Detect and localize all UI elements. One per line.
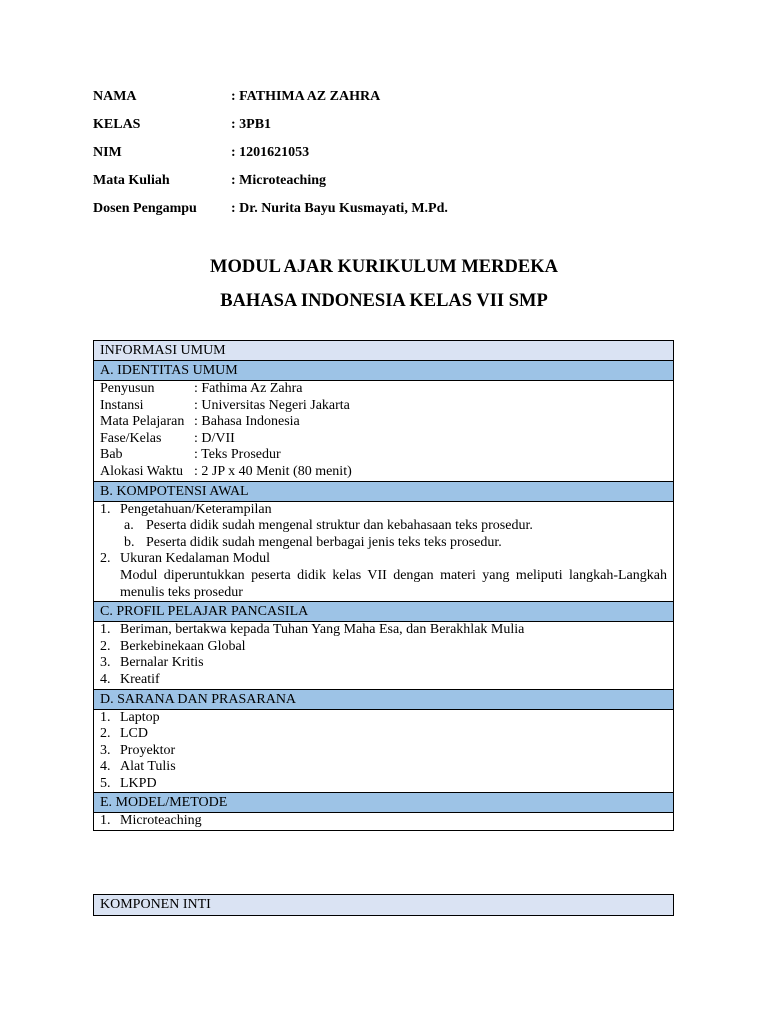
identity-label: KELAS xyxy=(93,117,141,132)
list-text: Pengetahuan/Keterampilan xyxy=(120,501,272,517)
identitas-key: Instansi xyxy=(100,397,144,413)
list-number: 1. xyxy=(100,813,111,829)
list-text: Berkebinekaan Global xyxy=(120,638,246,654)
sub-list-text: Peserta didik sudah mengenal berbagai jenis teks teks prosedur. xyxy=(146,534,502,550)
identitas-umum-section xyxy=(94,381,673,482)
sarana-prasarana-header: D. SARANA DAN PRASARANA xyxy=(94,690,673,710)
identitas-key: Fase/Kelas xyxy=(100,430,162,446)
list-number: 5. xyxy=(100,775,111,791)
sarana-prasarana-section xyxy=(94,710,673,794)
identitas-key: Mata Pelajaran xyxy=(100,414,185,430)
identitas-key: Alokasi Waktu xyxy=(100,463,183,479)
list-item xyxy=(100,622,667,639)
identitas-key: Bab xyxy=(100,447,123,463)
identity-label: Mata Kuliah xyxy=(93,173,170,188)
list-item xyxy=(100,639,667,656)
komponen-inti-header: KOMPONEN INTI xyxy=(94,895,673,915)
list-item xyxy=(100,655,667,672)
model-metode-section xyxy=(94,813,673,830)
document-subtitle: BAHASA INDONESIA KELAS VII SMP xyxy=(220,291,548,311)
list-number: 1. xyxy=(100,709,111,725)
identitas-row xyxy=(100,447,667,464)
identitas-value: : Fathima Az Zahra xyxy=(194,381,303,396)
sub-list-item xyxy=(100,535,667,552)
list-number: 3. xyxy=(100,655,111,671)
list-item xyxy=(100,813,667,830)
profil-pelajar-section xyxy=(94,622,673,689)
list-item xyxy=(100,743,667,760)
list-number: 2. xyxy=(100,726,111,742)
identity-value: : Microteaching xyxy=(231,173,326,188)
identitas-row xyxy=(100,464,667,481)
list-number: 2. xyxy=(100,638,111,654)
list-number: 1. xyxy=(100,501,111,517)
model-metode-header: E. MODEL/METODE xyxy=(94,793,673,813)
list-item xyxy=(100,776,667,793)
list-number: 2. xyxy=(100,551,111,567)
identitas-value: : D/VII xyxy=(194,430,235,446)
list-text: Bernalar Kritis xyxy=(120,655,204,671)
list-text: Beriman, bertakwa kepada Tuhan Yang Maha Esa, dan Berakhlak Mulia xyxy=(120,622,525,638)
identitas-row xyxy=(100,381,667,398)
informasi-umum-header: INFORMASI UMUM xyxy=(94,341,673,361)
kompetensi-awal-section xyxy=(94,502,673,603)
list-item xyxy=(100,551,667,568)
list-text: Alat Tulis xyxy=(120,759,176,775)
identity-value: : FATHIMA AZ ZAHRA xyxy=(231,89,381,104)
identity-label: NIM xyxy=(93,145,122,160)
komponen-inti-table xyxy=(93,894,674,916)
identity-label: Dosen Pengampu xyxy=(93,201,197,216)
list-item xyxy=(100,502,667,519)
document-title: MODUL AJAR KURIKULUM MERDEKA xyxy=(210,257,558,277)
identity-value: : 3PB1 xyxy=(231,117,272,132)
identitas-value: : 2 JP x 40 Menit (80 menit) xyxy=(194,463,352,479)
list-text: LCD xyxy=(120,726,148,742)
identitas-value: : Bahasa Indonesia xyxy=(194,414,300,430)
list-text: LKPD xyxy=(120,775,157,791)
kompetensi-awal-header: B. KOMPOTENSI AWAL xyxy=(94,482,673,502)
list-text: Proyektor xyxy=(120,742,176,758)
identity-label: NAMA xyxy=(93,89,137,104)
identitas-umum-header: A. IDENTITAS UMUM xyxy=(94,361,673,381)
identitas-key: Penyusun xyxy=(100,381,155,396)
identitas-row xyxy=(100,398,667,415)
identitas-value: : Teks Prosedur xyxy=(194,447,281,463)
list-text: Kreatif xyxy=(120,671,160,687)
identity-value: : Dr. Nurita Bayu Kusmayati, M.Pd. xyxy=(231,201,448,216)
list-number: 1. xyxy=(100,622,111,638)
list-number: 4. xyxy=(100,759,111,775)
list-item xyxy=(100,710,667,727)
kedalaman-modul-paragraph: Modul diperuntukkan peserta didik kelas VII dengan materi yang meliputi langkah-Langkah menulis teks prosedur xyxy=(120,567,667,600)
list-text: Microteaching xyxy=(120,813,202,829)
sub-list-text: Peserta didik sudah mengenal struktur dan kebahasaan teks prosedur. xyxy=(146,518,533,534)
informasi-umum-table xyxy=(93,340,674,831)
list-item xyxy=(100,759,667,776)
list-number: 3. xyxy=(100,742,111,758)
identity-value: : 1201621053 xyxy=(231,145,310,160)
identitas-value: : Universitas Negeri Jakarta xyxy=(194,397,350,413)
list-item xyxy=(100,726,667,743)
list-text: Ukuran Kedalaman Modul xyxy=(120,551,271,567)
list-item xyxy=(100,672,667,689)
profil-pelajar-header: C. PROFIL PELAJAR PANCASILA xyxy=(94,602,673,622)
sub-list-letter: a. xyxy=(124,518,134,534)
sub-list-item xyxy=(100,518,667,535)
list-text: Laptop xyxy=(120,709,160,725)
list-number: 4. xyxy=(100,671,111,687)
sub-list-letter: b. xyxy=(124,534,135,550)
identitas-row xyxy=(100,431,667,448)
identitas-row xyxy=(100,414,667,431)
